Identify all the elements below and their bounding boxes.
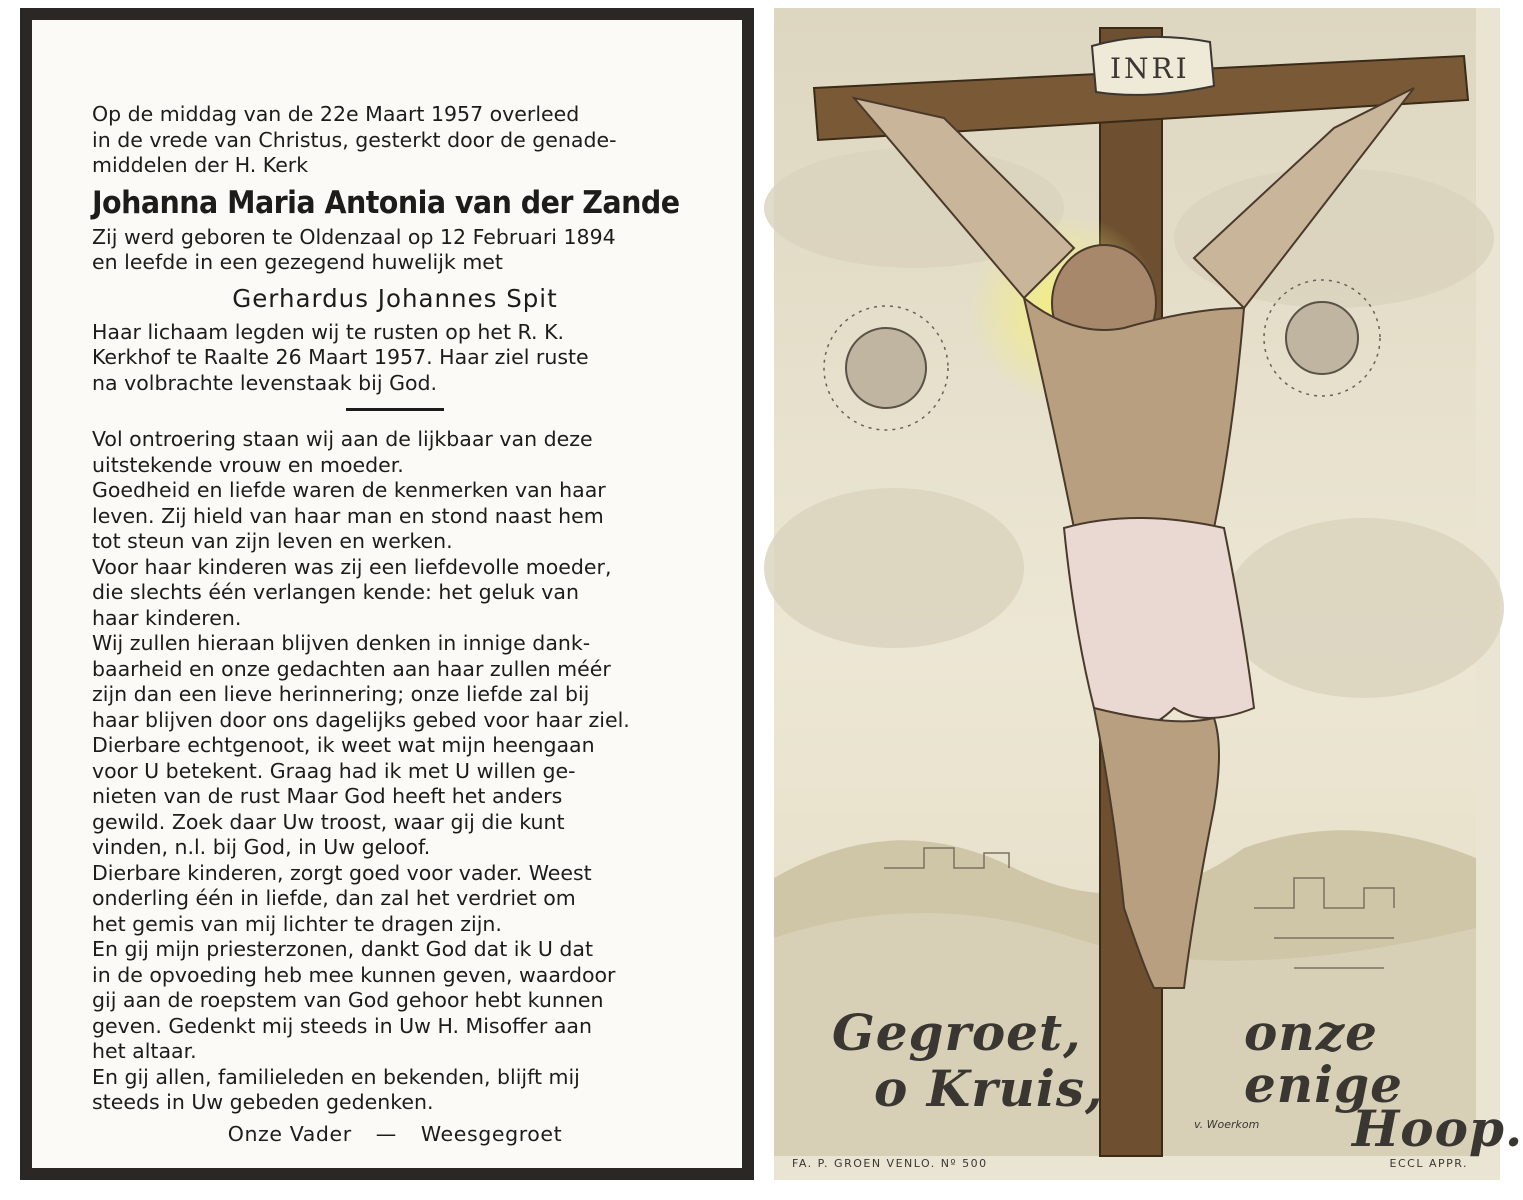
burial-paragraph bbox=[92, 320, 698, 397]
prayer-second: Weesgegroet bbox=[420, 1121, 563, 1146]
closing-prayer bbox=[92, 1122, 698, 1148]
body-line: Wij zullen hieraan blijven denken in innige dank- bbox=[92, 631, 591, 655]
motto-line3-right: Hoop. bbox=[1352, 1099, 1523, 1158]
motto-line1-right: onze bbox=[1244, 1003, 1378, 1062]
body-line: haar blijven door ons dagelijks gebed voor haar ziel. bbox=[92, 707, 630, 732]
body-line: uitstekende vrouw en moeder. bbox=[92, 452, 404, 477]
divider-line bbox=[346, 408, 444, 411]
intro-line: middelen der H. Kerk bbox=[92, 153, 309, 177]
spouse-name: Gerhardus Johannes Spit bbox=[232, 283, 558, 313]
body-line: voor U betekent. Graag had ik met U willen ge- bbox=[92, 758, 576, 783]
body-line: het altaar. bbox=[92, 1039, 197, 1063]
publisher-imprint: FA. P. GROEN VENLO. Nº 500 bbox=[792, 1157, 988, 1170]
body-line: onderling één in liefde, dan zal het verdriet om bbox=[92, 886, 576, 910]
inri-text: INRI bbox=[1110, 52, 1190, 85]
intro-line: Op de middag van de 22e Maart 1957 overleed bbox=[92, 102, 580, 126]
prayer-first: Onze Vader bbox=[227, 1121, 352, 1146]
memorial-text bbox=[92, 102, 698, 1147]
body-line: Dierbare kinderen, zorgt goed voor vader. Weest bbox=[92, 860, 592, 885]
body-line: geven. Gedenkt mij steeds in Uw H. Misoffer aan bbox=[92, 1013, 592, 1038]
body-line: zijn dan een lieve herinnering; onze liefde zal bij bbox=[92, 682, 590, 706]
body-line: tot steun van zijn leven en werken. bbox=[92, 529, 453, 553]
body-paragraph bbox=[92, 427, 698, 1116]
body-line: steeds in Uw gebeden gedenken. bbox=[92, 1090, 434, 1114]
body-line: Dierbare echtgenoot, ik weet wat mijn heengaan bbox=[92, 733, 595, 757]
body-line: nieten van de rust Maar God heeft het anders bbox=[92, 784, 563, 808]
memorial-card-image bbox=[774, 8, 1523, 1180]
card-paper bbox=[32, 20, 742, 1168]
body-line: Vol ontroering staan wij aan de lijkbaar van deze bbox=[92, 427, 593, 451]
body-line: Voor haar kinderen was zij een liefdevolle moeder, bbox=[92, 554, 612, 579]
crucifixion-drawing bbox=[774, 8, 1476, 1156]
burial-line: Haar lichaam legden wij te rusten op het R. K. bbox=[92, 319, 565, 344]
intro-line: in de vrede van Christus, gesterkt door de genade- bbox=[92, 127, 617, 152]
body-line: vinden, n.l. bij God, in Uw geloof. bbox=[92, 835, 431, 859]
body-line: gewild. Zoek daar Uw troost, waar gij die kunt bbox=[92, 809, 565, 834]
body-line: En gij allen, familieleden en bekenden, blijft mij bbox=[92, 1064, 580, 1089]
prayer-separator: — bbox=[375, 1121, 397, 1146]
body-line: Goedheid en liefde waren de kenmerken van haar bbox=[92, 478, 606, 502]
artist-signature: v. Woerkom bbox=[1194, 1118, 1260, 1131]
body-line: die slechts één verlangen kende: het geluk van bbox=[92, 580, 579, 604]
body-line: baarheid en onze gedachten aan haar zullen méér bbox=[92, 656, 611, 681]
body-line: gij aan de roepstem van God gehoor hebt kunnen bbox=[92, 988, 604, 1012]
motto-line2-left: o Kruis, bbox=[874, 1059, 1104, 1118]
birth-line: Zij werd geboren te Oldenzaal op 12 Februari 1894 bbox=[92, 224, 616, 249]
body-line: En gij mijn priesterzonen, dankt God dat ik U dat bbox=[92, 937, 593, 961]
body-line: leven. Zij hield van haar man en stond naast hem bbox=[92, 503, 604, 528]
body-line: haar kinderen. bbox=[92, 605, 242, 630]
crucifixion-illustration bbox=[774, 8, 1523, 1180]
birth-paragraph bbox=[92, 225, 698, 276]
body-line: het gemis van mij lichter te dragen zijn. bbox=[92, 911, 502, 936]
intro-paragraph bbox=[92, 102, 698, 179]
memorial-card-text bbox=[20, 8, 754, 1180]
ecclesiastical-approval: ECCL APPR. bbox=[1389, 1157, 1468, 1170]
burial-line: na volbrachte levenstaak bij God. bbox=[92, 370, 438, 395]
motto-line2-right: enige bbox=[1244, 1055, 1403, 1114]
deceased-name: Johanna Maria Antonia van der Zande bbox=[92, 184, 680, 221]
body-line: in de opvoeding heb mee kunnen geven, waardoor bbox=[92, 962, 616, 987]
birth-line: en leefde in een gezegend huwelijk met bbox=[92, 250, 503, 274]
motto-line1-left: Gegroet, bbox=[832, 1003, 1082, 1062]
burial-line: Kerkhof te Raalte 26 Maart 1957. Haar ziel ruste bbox=[92, 345, 589, 369]
